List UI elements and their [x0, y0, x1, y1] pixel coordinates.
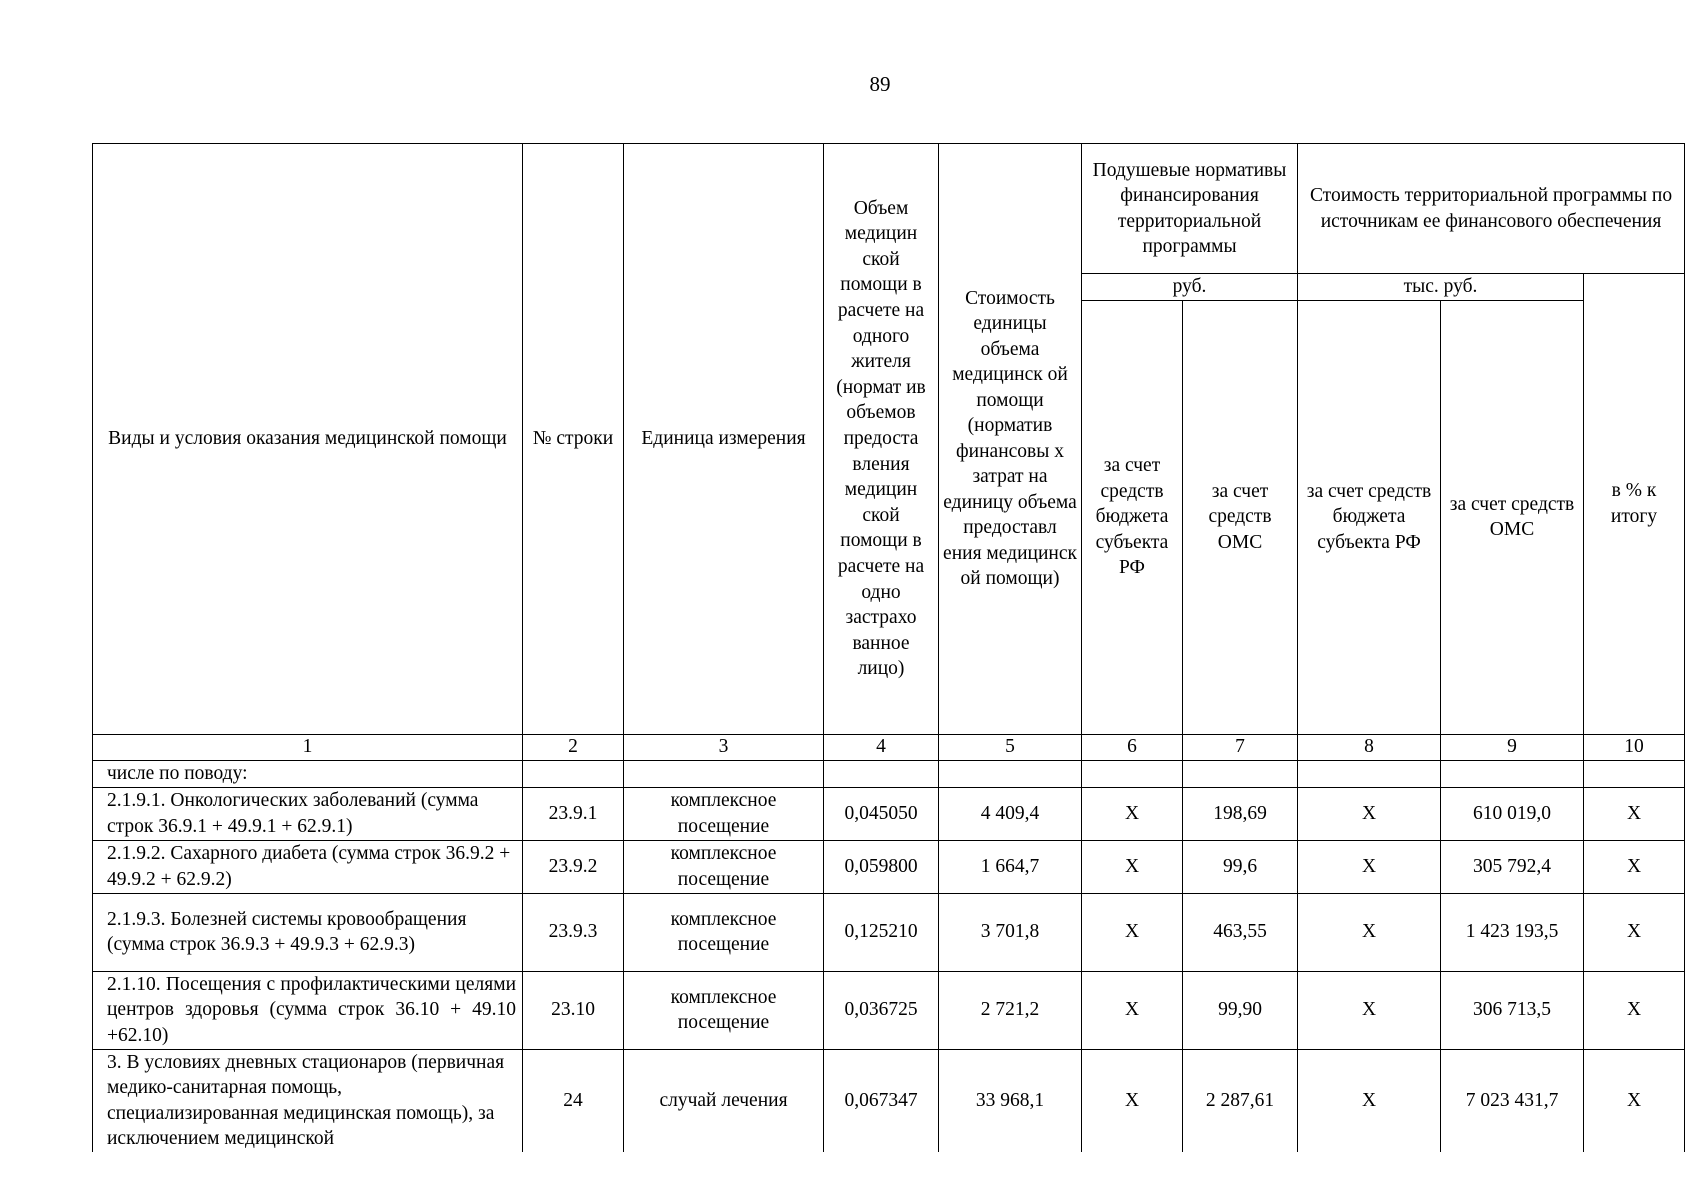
- row-pct: X: [1584, 1049, 1685, 1152]
- row-cost-budget: X: [1298, 840, 1441, 893]
- row-unit: комплексное посещение: [624, 840, 824, 893]
- row-volume: 0,045050: [824, 787, 939, 840]
- column-number: 9: [1441, 734, 1584, 760]
- row-name: 2.1.9.1. Онкологических заболеваний (сумма строк 36.9.1 + 49.9.1 + 62.9.1): [93, 787, 523, 840]
- row-name: 2.1.9.2. Сахарного диабета (сумма строк 36.9.2 + 49.9.2 + 62.9.2): [93, 840, 523, 893]
- row-pct: X: [1584, 787, 1685, 840]
- table-row: [93, 840, 1685, 893]
- header-col-10: в % к итогу: [1584, 274, 1685, 735]
- row-volume: 0,036725: [824, 971, 939, 1049]
- row-pct: X: [1584, 840, 1685, 893]
- column-number: 3: [624, 734, 824, 760]
- row-unit-cost: 2 721,2: [939, 971, 1082, 1049]
- row-pc-oms: 2 287,61: [1183, 1049, 1298, 1152]
- column-number: 6: [1082, 734, 1183, 760]
- column-number: 4: [824, 734, 939, 760]
- header-col-6: за счет средств бюджета субъекта РФ: [1082, 300, 1183, 734]
- page-number: 89: [869, 72, 891, 96]
- column-number: 10: [1584, 734, 1685, 760]
- row-pc-budget: X: [1082, 787, 1183, 840]
- row-cost-budget: X: [1298, 971, 1441, 1049]
- row-cost-oms: 7 023 431,7: [1441, 1049, 1584, 1152]
- column-number: 2: [523, 734, 624, 760]
- row-pc-budget: X: [1082, 840, 1183, 893]
- row-pc-oms: 99,90: [1183, 971, 1298, 1049]
- row-line: 23.10: [523, 971, 624, 1049]
- header-col-5: Стоимость единицы объема медицинск ой помощи (норматив финансовы х затрат на единицу объема предоставл ения медицинск ой помощи): [939, 144, 1082, 735]
- row-cost-oms: 305 792,4: [1441, 840, 1584, 893]
- row-unit: случай лечения: [624, 1049, 824, 1152]
- header-unit-rub: руб.: [1082, 274, 1298, 301]
- header-col-1: Виды и условия оказания медицинской помощи: [93, 144, 523, 735]
- row-unit-cost: 1 664,7: [939, 840, 1082, 893]
- column-number-row: [93, 734, 1685, 760]
- column-number: 1: [93, 734, 523, 760]
- row-unit: комплексное посещение: [624, 893, 824, 971]
- row-cost-oms: 306 713,5: [1441, 971, 1584, 1049]
- row-pc-oms: 198,69: [1183, 787, 1298, 840]
- row-pc-oms: 99,6: [1183, 840, 1298, 893]
- continuation-text: числе по поводу:: [93, 760, 523, 787]
- row-name: 2.1.10. Посещения с профилактическими целями центров здоровья (сумма строк 36.10 + 49.10 +62.10): [93, 971, 523, 1049]
- header-unit-thousand-rub: тыс. руб.: [1298, 274, 1584, 301]
- column-number: 5: [939, 734, 1082, 760]
- row-line: 24: [523, 1049, 624, 1152]
- header-col-4: Объем медицин ской помощи в расчете на одного жителя (нормат ив объемов предоста вления медицин ской помощи в расчете на одно застрахо ванное лицо): [824, 144, 939, 735]
- continuation-row: [93, 760, 1685, 787]
- row-cost-oms: 1 423 193,5: [1441, 893, 1584, 971]
- row-volume: 0,067347: [824, 1049, 939, 1152]
- row-pc-budget: X: [1082, 971, 1183, 1049]
- row-unit: комплексное посещение: [624, 787, 824, 840]
- header-group-cost: Стоимость территориальной программы по источникам ее финансового обеспечения: [1298, 144, 1685, 274]
- row-volume: 0,059800: [824, 840, 939, 893]
- column-number: 8: [1298, 734, 1441, 760]
- row-cost-budget: X: [1298, 787, 1441, 840]
- header-row-1: [93, 144, 1685, 274]
- header-col-3: Единица измерения: [624, 144, 824, 735]
- row-unit-cost: 33 968,1: [939, 1049, 1082, 1152]
- row-line: 23.9.2: [523, 840, 624, 893]
- row-unit-cost: 3 701,8: [939, 893, 1082, 971]
- row-line: 23.9.3: [523, 893, 624, 971]
- row-line: 23.9.1: [523, 787, 624, 840]
- row-name: 2.1.9.3. Болезней системы кровообращения (сумма строк 36.9.3 + 49.9.3 + 62.9.3): [93, 893, 523, 971]
- row-cost-budget: X: [1298, 893, 1441, 971]
- header-col-2: № строки: [523, 144, 624, 735]
- row-name: 3. В условиях дневных стационаров (первичная медико-санитарная помощь, специализированная медицинская помощь), за исключением медицинской: [93, 1049, 523, 1152]
- table-row: [93, 893, 1685, 971]
- financing-table: [92, 143, 1685, 1152]
- header-group-percapita: Подушевые нормативы финансирования территориальной программы: [1082, 144, 1298, 274]
- table-row: [93, 971, 1685, 1049]
- header-col-9: за счет средств ОМС: [1441, 300, 1584, 734]
- row-cost-budget: X: [1298, 1049, 1441, 1152]
- row-cost-oms: 610 019,0: [1441, 787, 1584, 840]
- row-volume: 0,125210: [824, 893, 939, 971]
- header-col-8: за счет средств бюджета субъекта РФ: [1298, 300, 1441, 734]
- row-pct: X: [1584, 971, 1685, 1049]
- row-pc-budget: X: [1082, 893, 1183, 971]
- row-pc-budget: X: [1082, 1049, 1183, 1152]
- header-col-7: за счет средств ОМС: [1183, 300, 1298, 734]
- row-pct: X: [1584, 893, 1685, 971]
- table-row: [93, 787, 1685, 840]
- table-row: [93, 1049, 1685, 1152]
- row-unit-cost: 4 409,4: [939, 787, 1082, 840]
- row-pc-oms: 463,55: [1183, 893, 1298, 971]
- column-number: 7: [1183, 734, 1298, 760]
- row-unit: комплексное посещение: [624, 971, 824, 1049]
